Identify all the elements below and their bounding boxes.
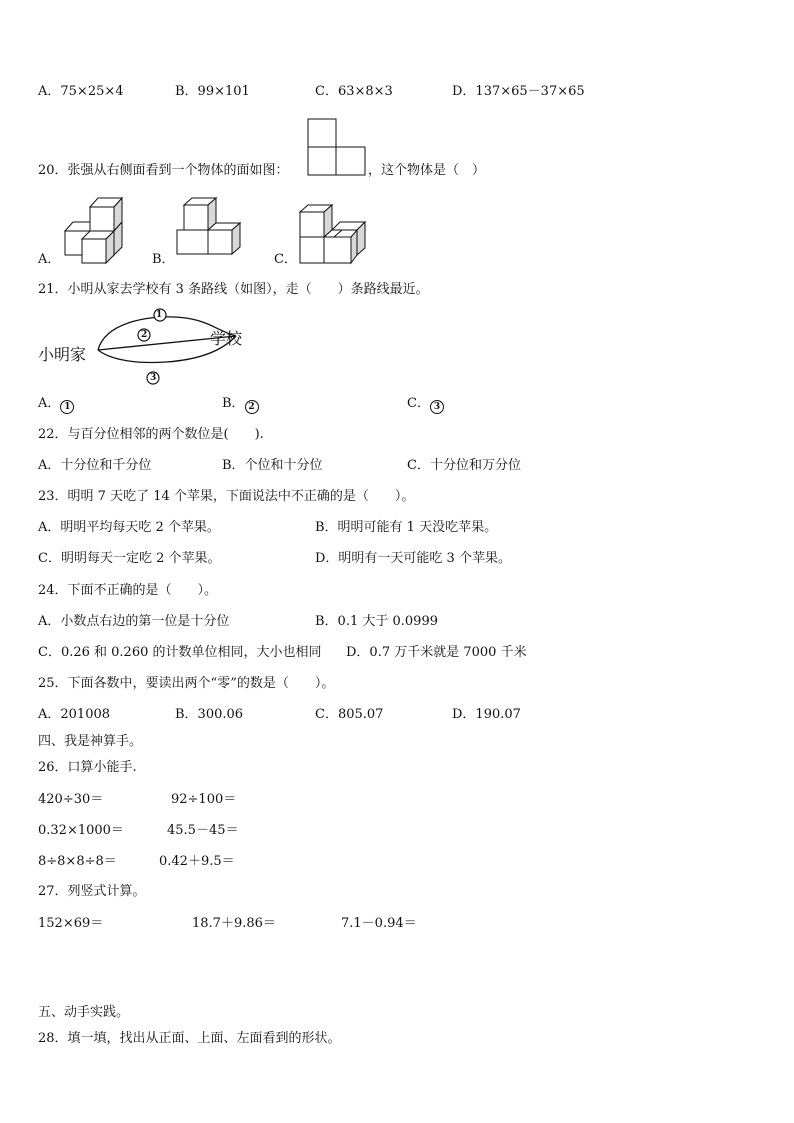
q24-option-c: C．0.26 和 0.260 的计数单位相同，大小也相同 [38, 645, 322, 660]
q20-option-b-cubes [176, 197, 246, 265]
q27-item: 18.7＋9.86＝ [192, 916, 276, 931]
q26-item: 0.32×1000＝ [38, 823, 124, 838]
q21-option-a-number: 1 [60, 400, 74, 414]
q20-stem-before: 20．张强从右侧面看到一个物体的面如图： [38, 163, 289, 178]
q23-option-d: D．明明有一天可能吃 3 个苹果。 [315, 551, 511, 566]
q21-option-c-label: C． [407, 396, 430, 411]
q28-stem: 28．填一填，找出从正面、上面、左面看到的形状。 [38, 1031, 341, 1046]
q21-stem: 21．小明从家去学校有 3 条路线（如图），走（ ）条路线最近。 [38, 282, 429, 297]
q20-option-c-cubes [299, 204, 371, 266]
q21-route-1-number: 1 [156, 310, 163, 320]
q20-option-b-label: B． [152, 252, 175, 267]
q21-option-b-label: B． [222, 396, 245, 411]
q19-option-c: C．63×8×3 [315, 84, 393, 99]
q21-option-b [222, 396, 259, 414]
q24-option-b: B．0.1 大于 0.0999 [315, 614, 438, 629]
q19-option-b: B．99×101 [175, 84, 250, 99]
q26-stem: 26．口算小能手. [38, 760, 137, 775]
q20-option-a-cubes [64, 197, 126, 265]
q23-option-a: A．明明平均每天吃 2 个苹果。 [38, 520, 220, 535]
q22-option-a: A．十分位和千分位 [38, 458, 152, 473]
q25-option-d: D．190.07 [452, 707, 521, 722]
q19-option-a: A．75×25×4 [38, 84, 124, 99]
q24-stem: 24．下面不正确的是（ ）。 [38, 583, 218, 598]
q23-option-b: B．明明可能有 1 天没吃苹果。 [315, 520, 498, 535]
q25-option-c: C．805.07 [315, 707, 384, 722]
q22-option-b: B．个位和十分位 [222, 458, 323, 473]
q21-option-a [38, 396, 74, 414]
q20-stem-after: ，这个物体是（ ） [368, 163, 486, 178]
q26-item: 420÷30＝ [38, 792, 104, 807]
q21-school-label: 学校 [210, 329, 243, 348]
section-5-heading: 五、动手实践。 [38, 1005, 130, 1020]
section-4-heading: 四、我是神算手。 [38, 734, 143, 749]
q26-item: 0.42＋9.5＝ [159, 854, 235, 869]
q26-item: 45.5－45＝ [167, 823, 239, 838]
q23-stem: 23．明明 7 天吃了 14 个苹果，下面说法中不正确的是（ ）。 [38, 489, 415, 504]
q22-option-c: C．十分位和万分位 [407, 458, 521, 473]
q21-home-label: 小明家 [38, 345, 87, 364]
q21-option-c-number: 3 [430, 400, 444, 414]
q21-route-2-number: 2 [141, 330, 148, 340]
q21-option-c [407, 396, 444, 414]
q26-item: 92÷100＝ [171, 792, 237, 807]
q19-option-d: D．137×65－37×65 [452, 84, 585, 99]
q27-item: 7.1－0.94＝ [341, 916, 417, 931]
q25-option-a: A．201008 [38, 707, 111, 722]
q24-option-a: A．小数点右边的第一位是十分位 [38, 614, 230, 629]
q21-option-a-label: A． [38, 396, 61, 411]
q25-stem: 25．下面各数中，要读出两个“零”的数是（ ）。 [38, 676, 335, 691]
q20-side-view-figure [307, 118, 367, 176]
q20-option-a-label: A． [38, 252, 61, 267]
q24-option-d: D．0.7 万千米就是 7000 千米 [346, 645, 527, 660]
q27-stem: 27．列竖式计算。 [38, 884, 146, 899]
q20-option-c-label: C． [274, 252, 297, 267]
q27-item: 152×69＝ [38, 916, 104, 931]
q22-stem: 22．与百分位相邻的两个数位是( ). [38, 427, 264, 442]
q21-route-3-number: 3 [150, 373, 157, 383]
q21-option-b-number: 2 [245, 400, 259, 414]
q25-option-b: B．300.06 [175, 707, 244, 722]
q23-option-c: C．明明每天一定吃 2 个苹果。 [38, 551, 221, 566]
q26-item: 8÷8×8÷8＝ [38, 854, 117, 869]
